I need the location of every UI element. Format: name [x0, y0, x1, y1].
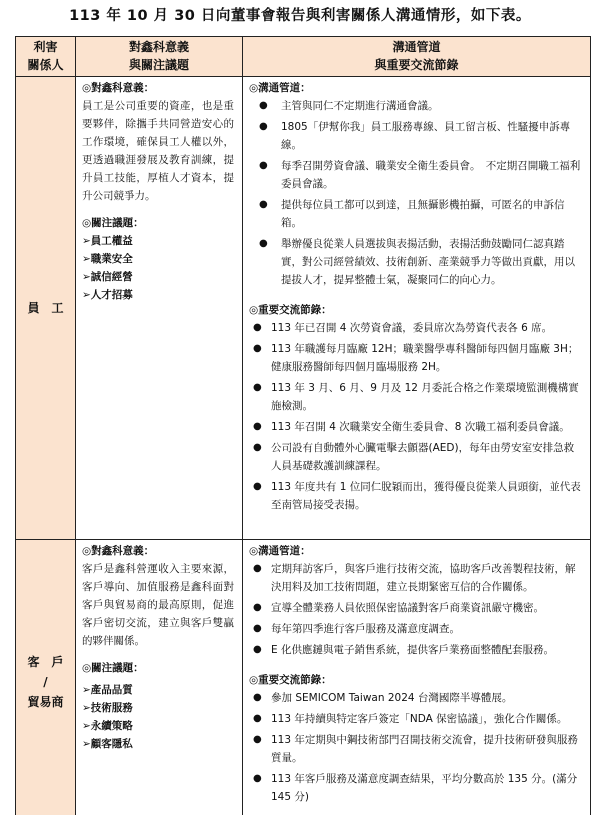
channel-item: ● 提供每位員工都可以到達，且無攝影機拍攝，可匿名的申訴信箱。 [249, 196, 582, 232]
topic-item: ➢顧客隱私 [82, 738, 133, 750]
highlight-item: ● 113 年度共有 1 位同仁脫穎而出，獲得優良從業人員頭銜，並代表至南管局接受表揚。 [249, 478, 582, 514]
stakeholder-name-cell [16, 77, 76, 540]
table-header-row [16, 37, 591, 77]
stakeholder-name: 客 戶 [27, 654, 64, 669]
meaning-text: 客戶是鑫科營運收入主要來源，客戶導向、加值服務是鑫科面對客戶與貿易商的最高原則，促進客戶密切交流，建立與客戶雙贏的夥伴關係。 [82, 563, 234, 647]
meaning-heading: ◎對鑫科意義： [82, 545, 155, 557]
channel-item: ● 1805「伊幫你我」員工服務專線、員工留言板、性騷擾申訴專線。 [249, 118, 582, 154]
meaning-cell [76, 77, 243, 540]
stakeholder-name: 員 工 [27, 301, 64, 315]
meaning-heading: ◎對鑫科意義： [82, 82, 155, 94]
highlight-list [249, 689, 582, 806]
highlight-item: ● 113 年召開 4 次職業安全衛生委員會、8 次職工福利委員會議。 [249, 418, 582, 436]
highlight-list [249, 319, 582, 514]
header-stakeholder-line: 利害 [33, 40, 58, 54]
header-channels [243, 37, 591, 77]
header-stakeholder-line: 關係人 [27, 58, 64, 72]
topic-item: ➢誠信經營 [82, 271, 133, 283]
highlight-item: ● 113 年 3 月、6 月、9 月及 12 月委託合格之作業環境監測機構實施檢測。 [249, 379, 582, 415]
header-meaning-line: 對鑫科意義 [128, 40, 189, 54]
channel-list [249, 560, 582, 659]
topic-item: ➢職業安全 [82, 253, 133, 265]
topic-item: ➢產品品質 [82, 684, 133, 696]
channel-item: ● 定期拜訪客戶，與客戶進行技術交流，協助客戶改善製程技術，解決用料及加工技術問題，建立長期緊密互信的合作關係。 [249, 560, 582, 596]
highlights-heading: ◎重要交流節錄： [249, 674, 332, 686]
table-row-employees [16, 77, 591, 540]
channel-item: ● 每年第四季進行客戶服務及滿意度調查。 [249, 620, 582, 638]
header-channels-line: 溝通管道 [392, 40, 441, 54]
highlights-heading: ◎重要交流節錄： [249, 304, 332, 316]
highlight-item: ● 113 年客戶服務及滿意度調查結果，平均分數高於 135 分。(滿分 145 分) [249, 770, 582, 806]
channel-item: ● 每季召開勞資會議、職業安全衛生委員會。 不定期召開職工福利委員會議。 [249, 157, 582, 193]
meaning-text: 員工是公司重要的資產，也是重要夥伴，除攜手共同營造安心的工作環境，確保員工人權以外，更透過職涯發展及教育訓練，提升員工技能，厚植人才資本，提升公司競爭力。 [82, 100, 234, 202]
channel-item: ● 舉辦優良從業人員選拔與表揚活動，表揚活動鼓勵同仁認真踏實，對公司經營績效、技術創新、產業競爭力等做出貢獻，用以提拔人才，提昇整體士氣，凝聚同仁的向心力。 [249, 235, 582, 289]
stakeholder-name: 貿易商 [27, 694, 64, 709]
topic-item: ➢技術服務 [82, 702, 133, 714]
header-channels-line: 與重要交流節錄 [374, 58, 459, 72]
stakeholder-communication-table [15, 36, 591, 815]
stakeholder-name-cell [16, 540, 76, 815]
highlight-item: ● 參加 SEMICOM Taiwan 2024 台灣國際半導體展。 [249, 689, 582, 707]
page-title: 113 年 10 月 30 日向董事會報告與利害關係人溝通情形，如下表。 [69, 8, 531, 24]
channel-item: ● 宣導全體業務人員依照保密協議對客戶商業資訊嚴守機密。 [249, 599, 582, 617]
header-meaning [76, 37, 243, 77]
topics-heading: ◎關注議題： [82, 662, 144, 674]
channel-list [249, 97, 582, 289]
topic-item: ➢人才招募 [82, 289, 133, 301]
header-stakeholder [16, 37, 76, 77]
channels-cell [243, 540, 591, 815]
highlight-item: ● 113 年職護每月臨廠 12H；職業醫學專科醫師每四個月臨廠 3H；健康服務醫師每四個月臨場服務 2H。 [249, 340, 582, 376]
highlight-item: ● 113 年定期與中鋼技術部門召開技術交流會，提升技術研發與服務質量。 [249, 731, 582, 767]
channels-heading: ◎溝通管道： [249, 545, 311, 557]
topic-item: ➢永續策略 [82, 720, 133, 732]
highlight-item: ● 公司設有自動體外心臟電擊去顫器(AED)，每年由勞安室安排急救人員基礎救護訓練課程。 [249, 439, 582, 475]
channel-item: ● E 化供應鏈與電子銷售系統，提供客戶業務面整體配套服務。 [249, 641, 582, 659]
highlight-item: ● 113 年已召開 4 次勞資會議，委員席次為勞資代表各 6 席。 [249, 319, 582, 337]
topics-heading: ◎關注議題： [82, 217, 144, 229]
meaning-cell [76, 540, 243, 815]
highlight-item: ● 113 年持續與特定客戶簽定「NDA 保密協議」，強化合作關係。 [249, 710, 582, 728]
stakeholder-name: / [43, 674, 48, 689]
channels-cell [243, 77, 591, 540]
channel-item: ● 主管與同仁不定期進行溝通會議。 [249, 97, 582, 115]
header-meaning-line: 與關注議題 [128, 58, 189, 72]
topic-item: ➢員工權益 [82, 235, 133, 247]
table-row-customers [16, 540, 591, 815]
channels-heading: ◎溝通管道： [249, 82, 311, 94]
